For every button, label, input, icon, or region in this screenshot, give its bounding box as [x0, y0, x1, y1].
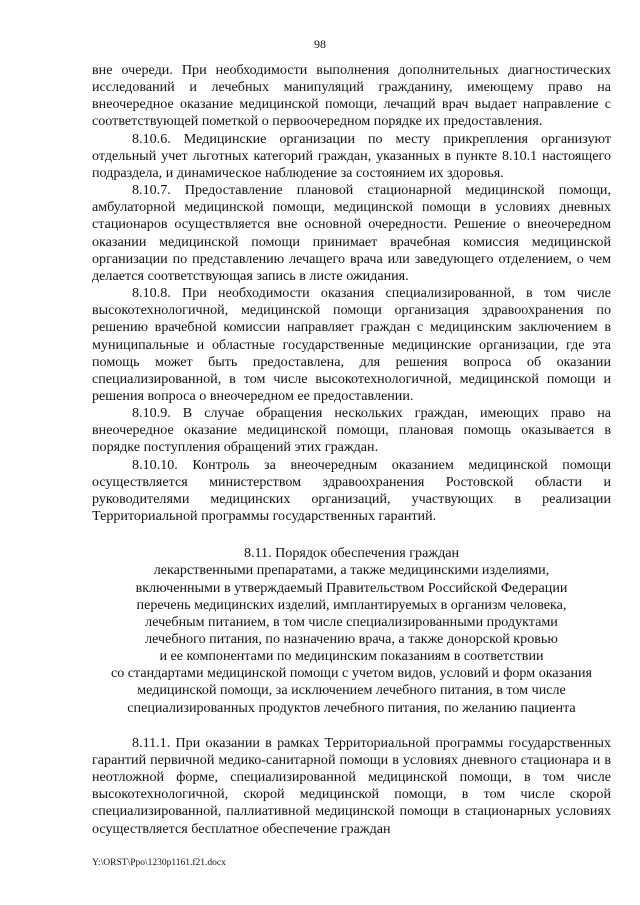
footer-file-path: Y:\ORST\Ppo\1230p1161.f21.docx: [92, 858, 226, 868]
page-number: 98: [314, 37, 326, 51]
heading-line: лекарственными препаратами, а также медицинскими изделиями,: [153, 562, 550, 579]
paragraph-8-10-8: 8.10.8. При необходимости оказания специализированной, в том числе высокотехнологичной, медицинской помощи организация здравоохранения по решению врачебной комиссии направляет граждан с медицинским заключением в муниципальные и областные государственные медицинские организации, где эта помощь может быть предоставлена, для решения вопроса об оказании специализированной, в том числе высокотехнологичной, медицинской помощи и решения вопроса о внеочередном ее предоставлении.: [92, 285, 611, 404]
heading-line: медицинской помощи, за исключением лечебного питания, в том числе: [137, 682, 566, 699]
heading-line: специализированных продуктов лечебного питания, по желанию пациента: [127, 699, 576, 716]
heading-line: со стандартами медицинской помощи с учетом видов, условий и форм оказания: [110, 665, 593, 682]
paragraph-8-10-9: 8.10.9. В случае обращения нескольких граждан, имеющих право на внеочередное оказание медицинской помощи, плановая помощь оказывается в порядке поступления обращений этих граждан.: [92, 405, 611, 456]
section-heading-8-11: [92, 545, 611, 717]
heading-line: включенными в утверждаемый Правительством Российской Федерации: [135, 579, 568, 596]
paragraph-8-10-6: 8.10.6. Медицинские организации по месту прикрепления организуют отдельный учет льготных категорий граждан, указанных в пункте 8.10.1 настоящего подраздела, и динамическое наблюдение за состоянием их здоровья.: [92, 130, 611, 181]
paragraph-8-10-10: 8.10.10. Контроль за внеочередным оказанием медицинской помощи осуществляется министерством здравоохранения Ростовской области и руководителями медицинских организаций, участвующих в реализации Территориальной программы государственных гарантий.: [92, 456, 611, 525]
heading-line: лечебного питания, по назначению врача, а также донорской кровью: [145, 631, 558, 647]
document-body: [92, 62, 611, 838]
heading-line: перечень медицинских изделий, имплантируемых в организм человека,: [136, 596, 567, 613]
paragraph-8-10-7: 8.10.7. Предоставление плановой стационарной медицинской помощи, амбулаторной медицинской помощи, медицинской помощи в условиях дневных стационаров осуществляется вне основной очередности. Решение о внеочередном оказании медицинской помощи принимает врачебная комиссия медицинской организации по представлению лечащего врача или заведующего отделением, о чем делается соответствующая запись в листе ожидания.: [92, 182, 611, 284]
heading-line: и ее компонентами по медицинским показаниям в соответствии: [159, 648, 544, 665]
paragraph-continuation: вне очереди. При необходимости выполнения дополнительных диагностических исследований и лечебных манипуляций гражданину, имеющему право на внеочередное оказание медицинской помощи, лечащий врач выдает направление с соответствующей пометкой о первоочередном порядке их предоставления.: [92, 62, 611, 130]
paragraph-8-11-1: 8.11.1. При оказании в рамках Территориальной программы государственных гарантий первичной медико-санитарной помощи в условиях дневного стационара и в неотложной форме, специализированной медицинской помощи, в том числе высокотехнологичной, скорой медицинской помощи, в том числе скорой специализированной, паллиативной медицинской помощи в стационарных условиях осуществляется бесплатное обеспечение граждан: [92, 734, 611, 837]
heading-line: 8.11. Порядок обеспечения граждан: [243, 545, 460, 562]
heading-line: лечебным питанием, в том числе специализированными продуктами: [145, 613, 558, 630]
